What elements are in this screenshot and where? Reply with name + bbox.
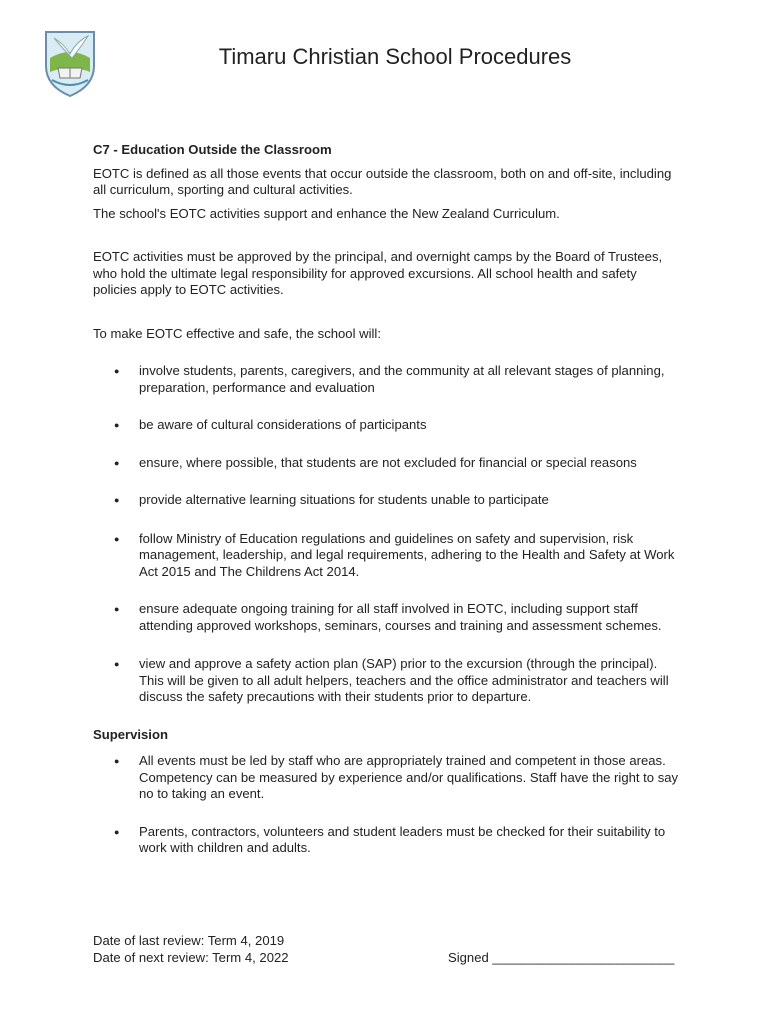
list-item: ● ensure adequate ongoing training for all staff involved in EOTC, including support staff attending approved workshops, seminars, courses and training and assessment schemes. [93,601,683,634]
list-item: ● be aware of cultural considerations of participants [93,417,683,434]
eotc-bullet-list [93,363,683,706]
paragraph-eotc-definition: EOTC is defined as all those events that occur outside the classroom, both on and off-site, including all curriculum, sporting and cultural activities. [93,165,672,197]
page-title: Timaru Christian School Procedures [218,44,572,69]
next-review-date: Date of next review: Term 4, 2022 [93,949,289,965]
section-heading-supervision: Supervision [93,726,168,742]
paragraph-approval: EOTC activities must be approved by the principal, and overnight camps by the Board of Trustees, who hold the ultimate legal responsibility for approved excursions. All school health and safety policies apply to EOTC activities. [93,249,663,297]
paragraph-curriculum-support: The school's EOTC activities support and enhance the New Zealand Curriculum. [93,205,560,221]
list-item: ● follow Ministry of Education regulations and guidelines on safety and supervision, risk management, leadership, and legal requirements, adhering to the Health and Safety at Work Act 2015 and The Childrens Act 2014. [93,531,683,581]
list-item: ● provide alternative learning situations for students unable to participate [93,492,683,509]
last-review-date: Date of last review: Term 4, 2019 [93,933,285,948]
list-item: ● view and approve a safety action plan (SAP) prior to the excursion (through the principal). This will be given to all adult helpers, teachers and the office administrator and teachers will discuss the safety precautions with their students prior to departure. [93,656,683,706]
section-heading-eotc: C7 - Education Outside the Classroom [93,142,332,157]
supervision-bullet-list [93,753,683,857]
review-footer [93,933,683,966]
document-body [93,142,683,857]
signature-line: Signed _________________________ [448,949,675,965]
list-item: ● All events must be led by staff who are appropriately trained and competent in those areas. Competency can be measured by experience and/or qualifications. Staff have the right to say no to taking an event. [93,753,683,803]
paragraph-school-will: To make EOTC effective and safe, the school will: [93,325,381,341]
list-item: ● ensure, where possible, that students are not excluded for financial or special reasons [93,455,683,472]
list-item: ● involve students, parents, caregivers, and the community at all relevant stages of planning, preparation, performance and evaluation [93,363,683,396]
list-item: ● Parents, contractors, volunteers and student leaders must be checked for their suitability to work with children and adults. [93,824,683,857]
